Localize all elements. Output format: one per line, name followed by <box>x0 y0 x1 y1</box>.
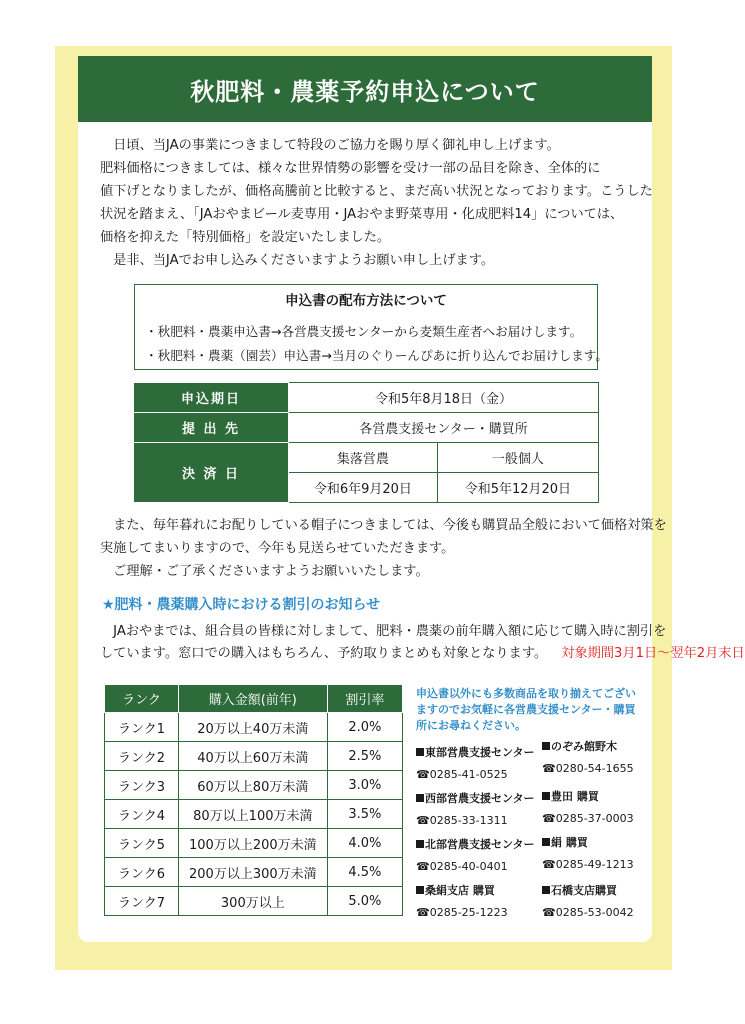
distribution-heading: 申込書の配布方法について <box>285 293 447 309</box>
rank-cell: ランク5 <box>105 829 179 858</box>
table-row <box>105 887 403 916</box>
rank-cell: ランク4 <box>105 800 179 829</box>
rate-cell: 4.5% <box>327 858 402 887</box>
bullet-square-icon <box>416 886 424 894</box>
bullet-square-icon <box>416 748 424 756</box>
office-toyoda <box>542 790 634 826</box>
page-title: 秋肥料・農薬予約申込について <box>78 56 652 122</box>
office-kuwakinu <box>416 884 508 920</box>
table-row <box>105 829 403 858</box>
settle-date-2: 令和5年12月20日 <box>437 473 598 503</box>
amount-header: 購入金額(前年) <box>178 685 327 713</box>
rate-header: 割引率 <box>327 685 402 713</box>
bullet-square-icon <box>416 840 424 848</box>
office-west <box>416 792 535 828</box>
rate-cell: 3.0% <box>327 771 402 800</box>
settle-date-1: 令和6年9月20日 <box>289 473 438 503</box>
office-name: 豊田 購買 <box>551 790 599 803</box>
deadline-value: 令和5年8月18日（金） <box>289 383 599 413</box>
distribution-line-2: ・秋肥料・農薬（園芸）申込書→当月のぐりーんぴあに折り込んでお届けします。 <box>145 348 608 363</box>
intro-line-3: 値下げとなりましたが、価格高騰前と比較すると、まだ高い状況となっております。こうした <box>100 184 653 199</box>
office-name: 北部営農支援センター <box>425 838 535 851</box>
amount-cell: 60万以上80万未満 <box>178 771 327 800</box>
office-name: 絹 購買 <box>551 836 588 849</box>
rank-cell: ランク6 <box>105 858 179 887</box>
middle-line-3: ご理解・ご了承くださいますようお願いいたします。 <box>100 564 429 579</box>
rate-cell: 3.5% <box>327 800 402 829</box>
office-tel: ☎0285-40-0401 <box>416 860 508 873</box>
office-north <box>416 838 535 874</box>
table-row <box>105 858 403 887</box>
discount-text-2-row <box>100 642 745 665</box>
rate-cell: 4.0% <box>327 829 402 858</box>
middle-line-1: また、毎年暮れにお配りしている帽子につきましては、今後も購買品全般において価格対策を <box>100 518 667 533</box>
bullet-square-icon <box>542 792 550 800</box>
rate-cell: 2.5% <box>327 742 402 771</box>
office-tel: ☎0285-53-0042 <box>542 906 634 919</box>
amount-cell: 200万以上300万未満 <box>178 858 327 887</box>
office-tel: ☎0285-41-0525 <box>416 768 508 781</box>
bullet-square-icon <box>542 742 550 750</box>
rank-cell: ランク2 <box>105 742 179 771</box>
office-name: 桑絹支店 購買 <box>425 884 495 897</box>
settle-label: 決 済 日 <box>134 443 289 503</box>
intro-line-1: 日頃、当JAの事業につきまして特段のご協力を賜り厚く御礼申し上げます。 <box>100 138 560 153</box>
rate-cell: 5.0% <box>327 887 402 916</box>
middle-line-2: 実施してまいりますので、今年も見送らせていただきます。 <box>100 541 455 556</box>
schedule-table <box>133 382 599 503</box>
settle-col-2: 一般個人 <box>437 443 598 473</box>
office-name: 東部営農支援センター <box>425 746 535 759</box>
table-row <box>105 800 403 829</box>
inquiry-note: 申込書以外にも多数商品を取り揃えてございますのでお気軽に各営農支援センター・購買所にお尋ねください。 <box>416 687 636 732</box>
office-tel: ☎0285-49-1213 <box>542 858 634 871</box>
rank-cell: ランク1 <box>105 713 179 742</box>
submit-value: 各営農支援センター・購買所 <box>289 413 599 443</box>
rank-table <box>104 684 403 916</box>
amount-cell: 100万以上200万未満 <box>178 829 327 858</box>
amount-cell: 40万以上60万未満 <box>178 742 327 771</box>
amount-cell: 80万以上100万未満 <box>178 800 327 829</box>
distribution-box <box>134 284 608 370</box>
intro-line-2: 肥料価格につきましては、様々な世界情勢の影響を受け一部の品目を除き、全体的に <box>100 161 601 176</box>
deadline-label: 申込期日 <box>134 383 289 413</box>
notice-card <box>78 56 745 942</box>
table-row <box>105 713 403 742</box>
office-tel: ☎0285-25-1223 <box>416 906 508 919</box>
bullet-square-icon <box>542 886 550 894</box>
rank-cell: ランク3 <box>105 771 179 800</box>
amount-cell: 300万以上 <box>178 887 327 916</box>
discount-text-1: JAおやまでは、組合員の皆様に対しまして、肥料・農薬の前年購入額に応じて購入時に割引を <box>100 624 667 639</box>
office-name: 石橋支店購買 <box>551 884 617 897</box>
table-row <box>105 771 403 800</box>
office-tel: ☎0285-33-1311 <box>416 814 508 827</box>
office-east <box>416 746 535 782</box>
submit-label: 提 出 先 <box>134 413 289 443</box>
office-tel: ☎0285-37-0003 <box>542 812 634 825</box>
settle-col-1: 集落営農 <box>289 443 438 473</box>
discount-period: 対象期間3月1日～翌年2月末日 <box>561 646 745 661</box>
intro-line-4: 状況を踏まえ、「JAおやまビール麦専用・JAおやま野菜専用・化成肥料14」については、 <box>100 207 624 222</box>
rate-cell: 2.0% <box>327 713 402 742</box>
rank-cell: ランク7 <box>105 887 179 916</box>
discount-text-2: しています。窓口での購入はもちろん、予約取りまとめも対象となります。 <box>100 646 548 661</box>
rank-header: ランク <box>105 685 179 713</box>
office-tel: ☎0280-54-1655 <box>542 762 634 775</box>
office-kinu <box>542 836 634 872</box>
bullet-square-icon <box>542 838 550 846</box>
office-ishibashi <box>542 884 634 920</box>
intro-line-5: 価格を抑えた「特別価格」を設定いたしました。 <box>100 230 391 245</box>
bullet-square-icon <box>416 794 424 802</box>
table-row <box>105 742 403 771</box>
discount-heading: ★肥料・農薬購入時における割引のお知らせ <box>102 597 381 613</box>
intro-line-6: 是非、当JAでお申し込みくださいますようお願い申し上げます。 <box>100 253 495 268</box>
distribution-line-1: ・秋肥料・農薬申込書→各営農支援センターから麦類生産者へお届けします。 <box>145 324 583 339</box>
office-nozomi <box>542 740 634 776</box>
amount-cell: 20万以上40万未満 <box>178 713 327 742</box>
office-name: のぞみ館野木 <box>551 740 617 753</box>
office-name: 西部営農支援センター <box>425 792 535 805</box>
